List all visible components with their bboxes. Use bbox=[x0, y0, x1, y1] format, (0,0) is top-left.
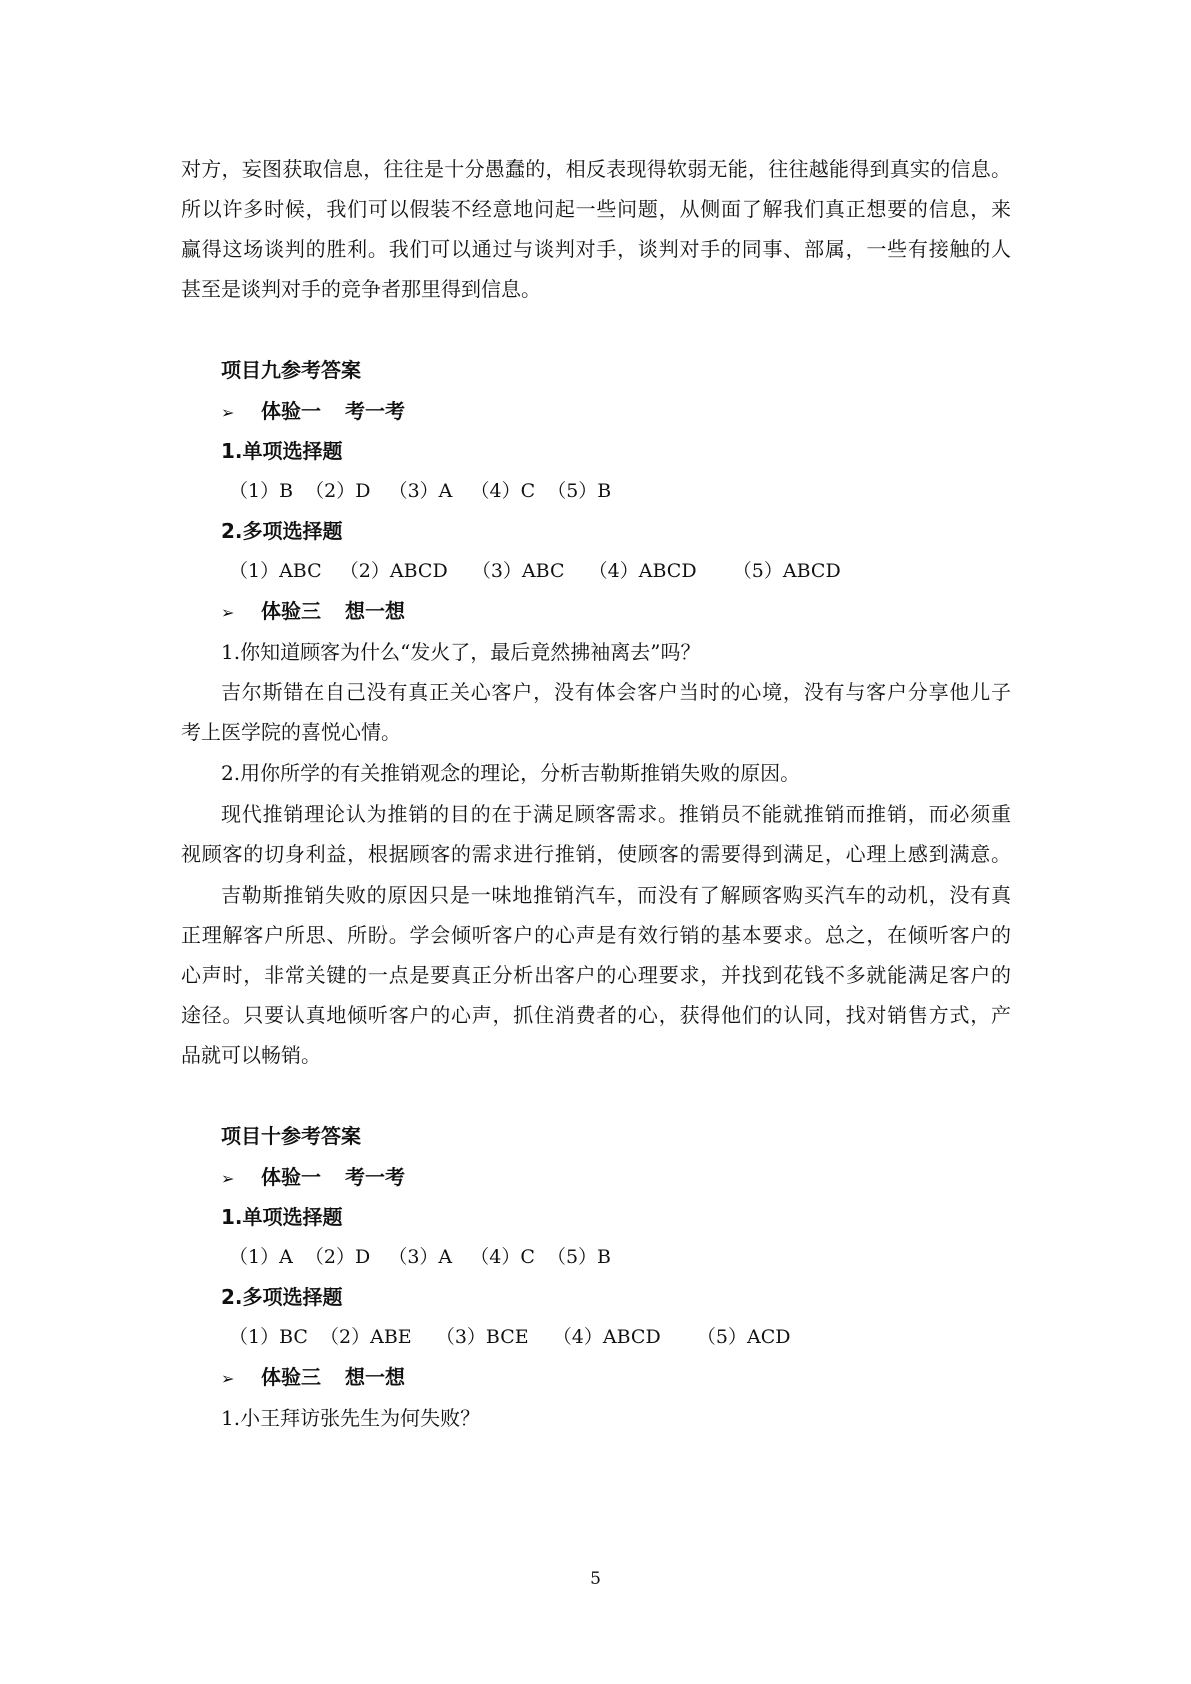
exp-label: 想一想 bbox=[345, 1365, 405, 1389]
intro-line: 对方，妄图获取信息，往往是十分愚蠢的，相反表现得软弱无能，往往越能得到真实的信息。 bbox=[181, 157, 1011, 181]
project9-q1-answers: （1）B （2）D （3）A （4）C （5）B bbox=[229, 480, 612, 502]
project9-answer-2b-line: 吉勒斯推销失败的原因只是一味地推销汽车，而没有了解顾客购买汽车的动机，没有真 bbox=[221, 883, 1011, 907]
project9-answer-2b-line: 途径。只要认真地倾听客户的心声，抓住消费者的心，获得他们的认同，找对销售方式，产 bbox=[181, 1003, 1011, 1027]
project9-question-1: 1.你知道顾客为什么“发火了，最后竟然拂袖离去”吗？ bbox=[221, 640, 701, 664]
exp-name: 体验三 bbox=[261, 599, 321, 623]
intro-line: 所以许多时候，我们可以假装不经意地问起一些问题，从侧面了解我们真正想要的信息，来 bbox=[181, 197, 1011, 221]
exp-name: 体验一 bbox=[261, 399, 321, 423]
project9-answer-2b-line: 正理解客户所思、所盼。学会倾听客户的心声是有效行销的基本要求。总之，在倾听客户的 bbox=[181, 923, 1011, 947]
arrow-bullet-icon: ➢ bbox=[221, 603, 235, 622]
intro-line: 甚至是谈判对手的竞争者那里得到信息。 bbox=[181, 277, 541, 301]
project10-q2-answers: （1）BC （2）ABE （3）BCE （4）ABCD （5）ACD bbox=[229, 1326, 791, 1348]
arrow-bullet-icon: ➢ bbox=[221, 403, 235, 422]
project9-q1-title: 1.单项选择题 bbox=[221, 439, 343, 463]
project9-answer-2b-line: 心声时，非常关键的一点是要真正分析出客户的心理要求，并找到花钱不多就能满足客户的 bbox=[181, 963, 1011, 987]
project9-exp1-heading bbox=[221, 391, 405, 433]
project9-question-2: 2.用你所学的有关推销观念的理论，分析吉勒斯推销失败的原因。 bbox=[221, 761, 801, 785]
project9-exp3-heading bbox=[221, 591, 405, 633]
project9-q2-title: 2.多项选择题 bbox=[221, 519, 343, 543]
project10-exp3-heading bbox=[221, 1357, 405, 1399]
exp-label: 考一考 bbox=[345, 399, 405, 423]
project9-answer-2a-line: 视顾客的切身利益，根据顾客的需求进行推销，使顾客的需要得到满足，心理上感到满意。 bbox=[181, 842, 1011, 866]
project9-answer-2b-line: 品就可以畅销。 bbox=[181, 1043, 321, 1067]
project9-q2-answers: （1）ABC （2）ABCD （3）ABC （4）ABCD （5）ABCD bbox=[229, 560, 841, 582]
exp-label: 考一考 bbox=[345, 1165, 405, 1189]
project10-q1-title: 1.单项选择题 bbox=[221, 1205, 343, 1229]
project10-exp1-heading bbox=[221, 1157, 405, 1199]
project9-title: 项目九参考答案 bbox=[221, 358, 361, 382]
arrow-bullet-icon: ➢ bbox=[221, 1369, 235, 1388]
arrow-bullet-icon: ➢ bbox=[221, 1169, 235, 1188]
project9-answer-2a-line: 现代推销理论认为推销的目的在于满足顾客需求。推销员不能就推销而推销，而必须重 bbox=[221, 802, 1011, 826]
exp-name: 体验三 bbox=[261, 1365, 321, 1389]
project10-q2-title: 2.多项选择题 bbox=[221, 1285, 343, 1309]
exp-label: 想一想 bbox=[345, 599, 405, 623]
project10-title: 项目十参考答案 bbox=[221, 1124, 361, 1148]
project9-answer-1-line: 吉尔斯错在自己没有真正关心客户，没有体会客户当时的心境，没有与客户分享他儿子 bbox=[221, 680, 1011, 704]
project9-answer-1-line: 考上医学院的喜悦心情。 bbox=[181, 720, 401, 744]
project10-q1-answers: （1）A （2）D （3）A （4）C （5）B bbox=[229, 1246, 612, 1268]
project10-question-1: 1.小王拜访张先生为何失败？ bbox=[221, 1406, 481, 1430]
intro-line: 赢得这场谈判的胜利。我们可以通过与谈判对手，谈判对手的同事、部属，一些有接触的人 bbox=[181, 237, 1011, 261]
exp-name: 体验一 bbox=[261, 1165, 321, 1189]
page-number: 5 bbox=[590, 1569, 601, 1589]
